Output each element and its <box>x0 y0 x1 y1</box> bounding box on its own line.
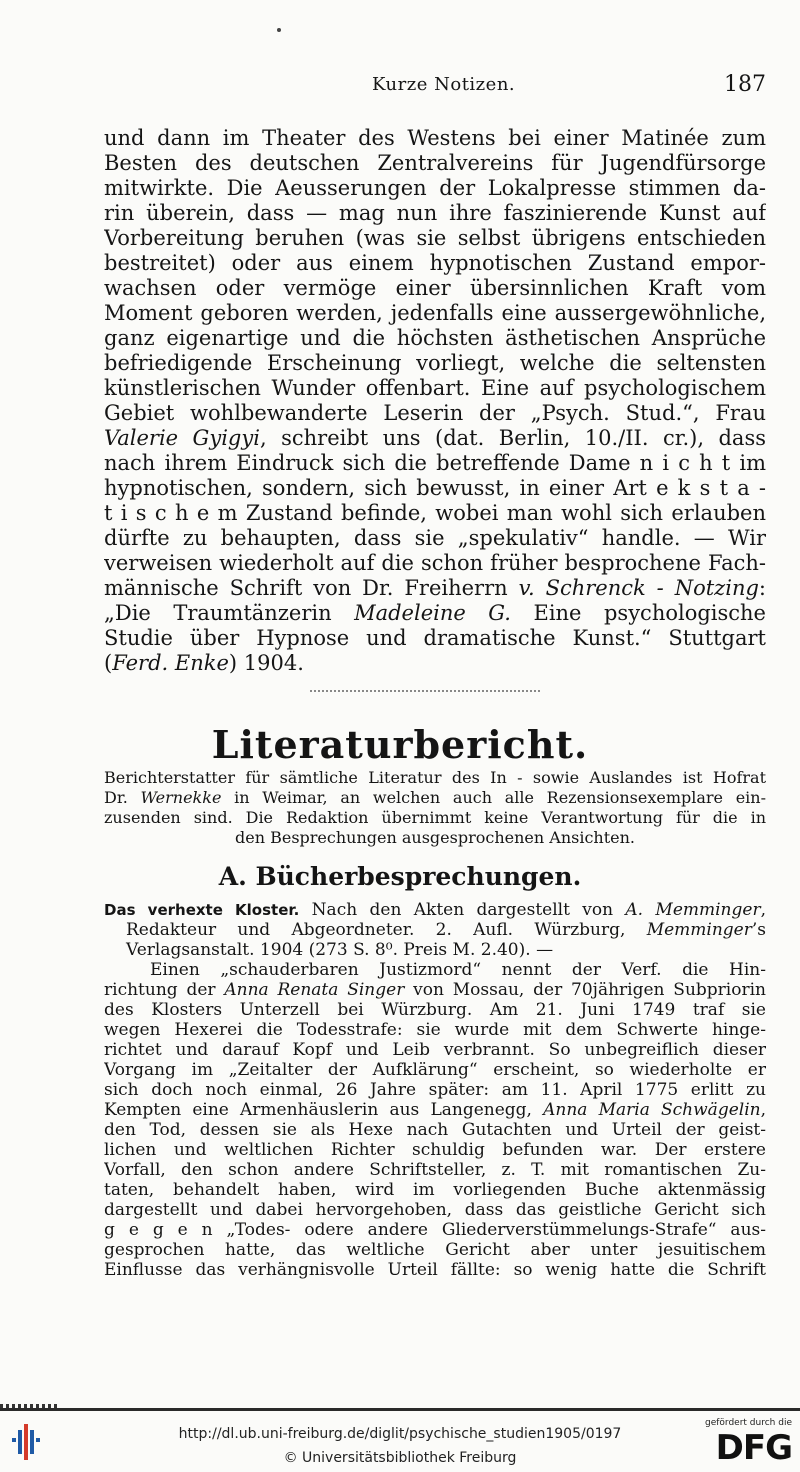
text-line: wegen Hexerei die Todesstrafe: sie wurde mit dem Schwerte hinge- <box>104 1020 766 1040</box>
text-line: Vorgang im „Zeitalter der Aufklärung“ erscheint, so wiederholte er <box>104 1060 766 1080</box>
line-text: Redakteur und Abgeordneter. 2. Aufl. Würzburg, <box>126 920 647 940</box>
text-line: dargestellt und dabei hervorgehoben, dass das geistliche Gericht sich <box>104 1200 766 1220</box>
text-line: mitwirkte. Die Aeusserungen der Lokalpresse stimmen da- <box>104 176 766 200</box>
text-line: wachsen oder vermöge einer übersinnlichen Kraft vom <box>104 276 766 300</box>
text-line: Berichterstatter für sämtliche Literatur des In - sowie Auslandes ist Hofrat <box>104 768 766 787</box>
text-line: den Tod, dessen sie als Hexe nach Gutachten und Urteil der geist- <box>104 1120 766 1140</box>
italic-name: Ferd. Enke <box>112 651 229 675</box>
text-line: rin überein, dass — mag nun ihre faszinierende Kunst auf <box>104 201 766 225</box>
line-text: richtung der <box>104 980 225 1000</box>
line-text: Kempten eine Armenhäuslerin aus Langenegg, <box>104 1100 544 1120</box>
line-text: ’s <box>751 920 766 940</box>
line-text: von Mossau, der 70jährigen Subpriorin <box>404 980 766 1000</box>
dfg-funding-label: gefördert durch die <box>705 1418 792 1428</box>
text-line <box>104 980 766 1000</box>
italic-name: A. Memminger <box>625 900 761 920</box>
line-text: , <box>760 900 766 920</box>
section-divider <box>310 690 540 692</box>
text-line: den Besprechungen ausgesprochenen Ansichten. <box>234 828 635 847</box>
line-text: ( <box>104 651 113 675</box>
italic-name: Valerie Gyigyi <box>104 426 260 450</box>
footer-copyright: © Universitätsbibliothek Freiburg <box>283 1450 517 1466</box>
text-line: nach ihrem Eindruck sich die betreffende Dame n i c h t im <box>104 451 766 475</box>
line-text: in Weimar, an welchen auch alle Rezensionsexemplare ein- <box>221 788 766 807</box>
text-line: künstlerischen Wunder offenbart. Eine auf psychologischem <box>104 376 766 400</box>
notice-paragraph <box>104 126 766 676</box>
review-title: Das verhexte Kloster. <box>104 901 300 919</box>
text-line: Studie über Hypnose und dramatische Kunst.“ Stuttgart <box>104 626 766 650</box>
text-line <box>104 651 766 676</box>
line-text: Eine psychologische <box>511 601 766 625</box>
text-line: und dann im Theater des Westens bei einer Matinée zum <box>104 126 766 150</box>
italic-name: Anna Renata Singer <box>224 980 405 1000</box>
italic-name: Madeleine G. <box>354 601 511 625</box>
text-line <box>104 426 766 451</box>
text-line: sich doch noch einmal, 26 Jahre später: am 11. April 1775 erlitt zu <box>104 1080 766 1100</box>
line-text: männische Schrift von Dr. Freiherrn <box>104 576 519 600</box>
text-line: Vorfall, den schon andere Schriftsteller, z. T. mit romantischen Zu- <box>104 1160 766 1180</box>
sub-heading: A. Bücherbesprechungen. <box>218 862 582 891</box>
line-text: , schreibt uns (dat. Berlin, 10./II. cr.), dass <box>259 426 766 450</box>
line-text: ) 1904. <box>228 651 304 675</box>
line-text: „Die Traumtänzerin <box>104 601 355 625</box>
text-line: Einflusse das verhängnisvolle Urteil fällte: so wenig hatte die Schrift <box>104 1260 766 1280</box>
line-text: : <box>758 576 766 600</box>
text-line: gesprochen hatte, das weltliche Gericht aber unter jesuitischem <box>104 1240 766 1260</box>
text-line <box>104 920 766 940</box>
line-text: Dr. <box>104 788 141 807</box>
footer-url[interactable]: http://dl.ub.uni-freiburg.de/diglit/psychische_studien1905/0197 <box>178 1426 622 1442</box>
text-line: richtet und darauf Kopf und Leib verbrannt. So unbegreiflich dieser <box>104 1040 766 1060</box>
line-text: , <box>760 1100 766 1120</box>
text-line: ganz eigenartige und die höchsten ästhetischen Ansprüche <box>104 326 766 350</box>
text-line <box>104 576 766 601</box>
text-line: Einen „schauderbaren Justizmord“ nennt der Verf. die Hin- <box>150 960 766 980</box>
text-line: Gebiet wohlbewanderte Leserin der „Psych. Stud.“, Frau <box>104 401 766 425</box>
line-text: Nach den Akten dargestellt von <box>299 900 626 920</box>
page-number: 187 <box>724 72 766 97</box>
text-line: verweisen wiederholt auf die schon früher besprochene Fach- <box>104 551 766 575</box>
book-review <box>104 900 766 1280</box>
italic-name: v. Schrenck - Notzing <box>518 576 759 600</box>
section-title: Literaturbericht. <box>211 722 589 767</box>
footer-rule <box>0 1408 800 1411</box>
text-line <box>104 788 766 808</box>
text-line: lichen und weltlichen Richter schuldig befunden war. Der erstere <box>104 1140 766 1160</box>
text-line: Moment geboren werden, jedenfalls eine aussergewöhnliche, <box>104 301 766 325</box>
section-intro <box>104 768 766 848</box>
text-line: des Klosters Unterzell bei Würzburg. Am 21. Juni 1749 traf sie <box>104 1000 766 1020</box>
text-line <box>104 601 766 626</box>
italic-name: Memminger <box>646 920 752 940</box>
italic-name: Anna Maria Schwägelin <box>543 1100 761 1120</box>
text-line: g e g e n „Todes- odere andere Gliederverstümmelungs-Strafe“ aus- <box>104 1220 766 1240</box>
text-line: Besten des deutschen Zentralvereins für Jugendfürsorge <box>104 151 766 175</box>
running-header <box>104 72 766 102</box>
text-line: Verlagsanstalt. 1904 (273 S. 8⁰. Preis M. 2.40). — <box>126 940 554 960</box>
text-line: dürfte zu behaupten, dass sie „spekulativ“ handle. — Wir <box>104 526 766 550</box>
ink-speck <box>277 28 281 32</box>
review-citation-line <box>104 900 766 920</box>
text-line: zusenden sind. Die Redaktion übernimmt keine Verantwortung für die in <box>104 808 766 827</box>
text-line: Vorbereitung beruhen (was sie selbst übrigens entschieden <box>104 226 766 250</box>
text-line: hypnotischen, sondern, sich bewusst, in einer Art e k s t a - <box>104 476 766 500</box>
text-line: taten, behandelt haben, wird im vorliegenden Buche aktenmässig <box>104 1180 766 1200</box>
dfg-logo: DFG <box>715 1428 792 1468</box>
text-line: befriedigende Erscheinung vorliegt, welche die seltensten <box>104 351 766 375</box>
text-line: t i s c h e m Zustand befinde, wobei man wohl sich erlauben <box>104 501 766 525</box>
running-title: Kurze Notizen. <box>372 74 516 95</box>
text-line <box>104 1100 766 1120</box>
text-line: bestreitet) oder aus einem hypnotischen Zustand empor- <box>104 251 766 275</box>
italic-name: Wernekke <box>140 788 222 807</box>
